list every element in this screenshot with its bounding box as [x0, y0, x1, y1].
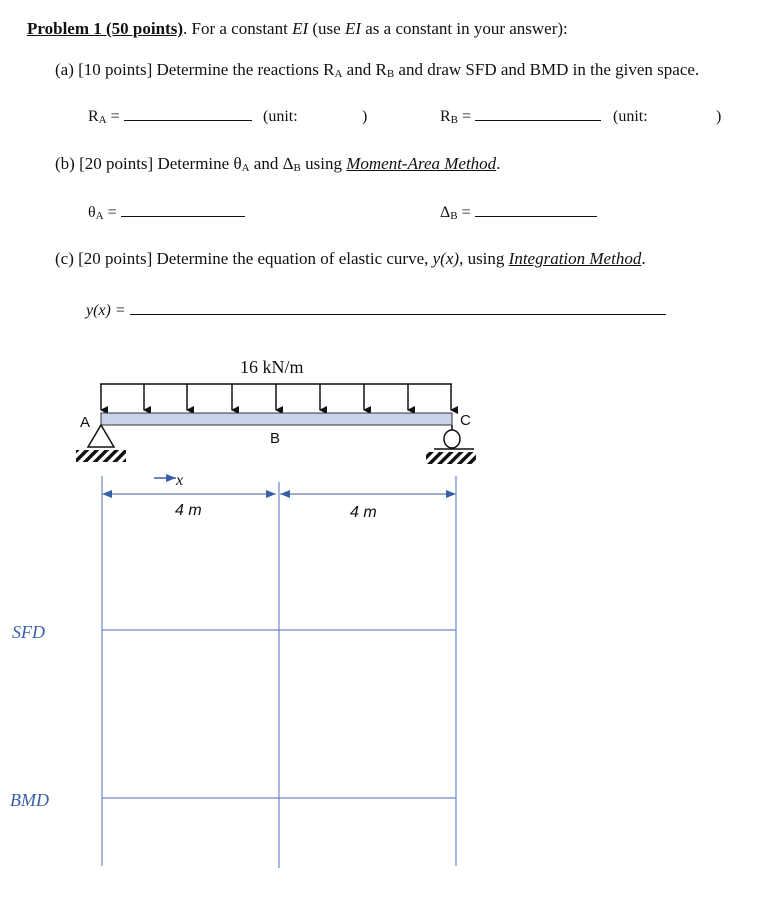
part-b-using: using	[300, 154, 347, 173]
pin-triangle	[88, 425, 114, 447]
delta-label: Δ	[440, 204, 451, 221]
ra-unit-close: )	[362, 108, 368, 125]
ra-unit-label: (unit:	[263, 108, 298, 125]
span1-label: 4 m	[175, 502, 202, 519]
roller-ground-hatch	[426, 452, 476, 464]
part-a-mid: and R	[342, 60, 387, 79]
theta-label: θ	[88, 204, 96, 221]
point-b-label: B	[270, 430, 281, 447]
point-a-label: A	[80, 414, 91, 431]
part-a-prefix: (a) [10 points] Determine the reactions R	[55, 60, 335, 79]
rb-sub: B	[450, 114, 459, 126]
part-a-sub-b: B	[386, 68, 395, 80]
ra-eq: =	[106, 108, 120, 125]
problem-intro: . For a constant	[183, 19, 293, 38]
load-arrows	[101, 384, 451, 410]
rb-eq: =	[458, 108, 472, 125]
part-c-yx: y(x)	[432, 249, 460, 268]
diagram-grid	[102, 476, 456, 868]
bmd-label: BMD	[10, 790, 49, 810]
sfd-label: SFD	[12, 622, 45, 642]
moment-area-method: Moment-Area Method	[346, 154, 497, 173]
distributed-load	[100, 384, 452, 410]
roller-support-c	[426, 425, 476, 464]
yx-label: y(x) =	[86, 302, 126, 319]
delta-eq: =	[457, 204, 471, 221]
delta-sub: B	[450, 210, 458, 222]
problem-tail: as a constant in your answer):	[361, 19, 568, 38]
beam	[101, 413, 452, 425]
span2-label: 4 m	[350, 504, 377, 521]
point-c-label: C	[460, 412, 471, 429]
part-b-sub-b: B	[293, 162, 301, 174]
pin-ground-hatch	[76, 450, 126, 462]
theta-eq: =	[103, 204, 117, 221]
part-a-suffix: and draw SFD and BMD in the given space.	[394, 60, 700, 79]
ei-text: EI	[292, 19, 309, 38]
ra-label: R	[88, 108, 99, 125]
ra-sub: A	[98, 114, 107, 126]
problem-label: Problem 1 (50 points)	[27, 19, 183, 38]
part-b-prefix: (b) [20 points] Determine θ	[55, 154, 242, 173]
roller-circle	[444, 430, 460, 448]
part-b-sub-a: A	[241, 162, 250, 174]
part-b-end: .	[496, 154, 501, 173]
part-c-end: .	[641, 249, 646, 268]
rb-unit-close: )	[716, 108, 722, 125]
part-c-using: , using	[459, 249, 509, 268]
problem-use: (use	[308, 19, 345, 38]
x-label: x	[176, 472, 184, 489]
theta-sub: A	[95, 210, 104, 222]
rb-unit-label: (unit:	[613, 108, 648, 125]
part-c-prefix: (c) [20 points] Determine the equation of elastic curve,	[55, 249, 433, 268]
load-label: 16 kN/m	[240, 357, 304, 377]
rb-label: R	[440, 108, 451, 125]
part-a-sub-a: A	[334, 68, 343, 80]
ei-text-2: EI	[344, 19, 361, 38]
part-b-mid: and Δ	[249, 154, 294, 173]
integration-method: Integration Method	[508, 249, 642, 268]
